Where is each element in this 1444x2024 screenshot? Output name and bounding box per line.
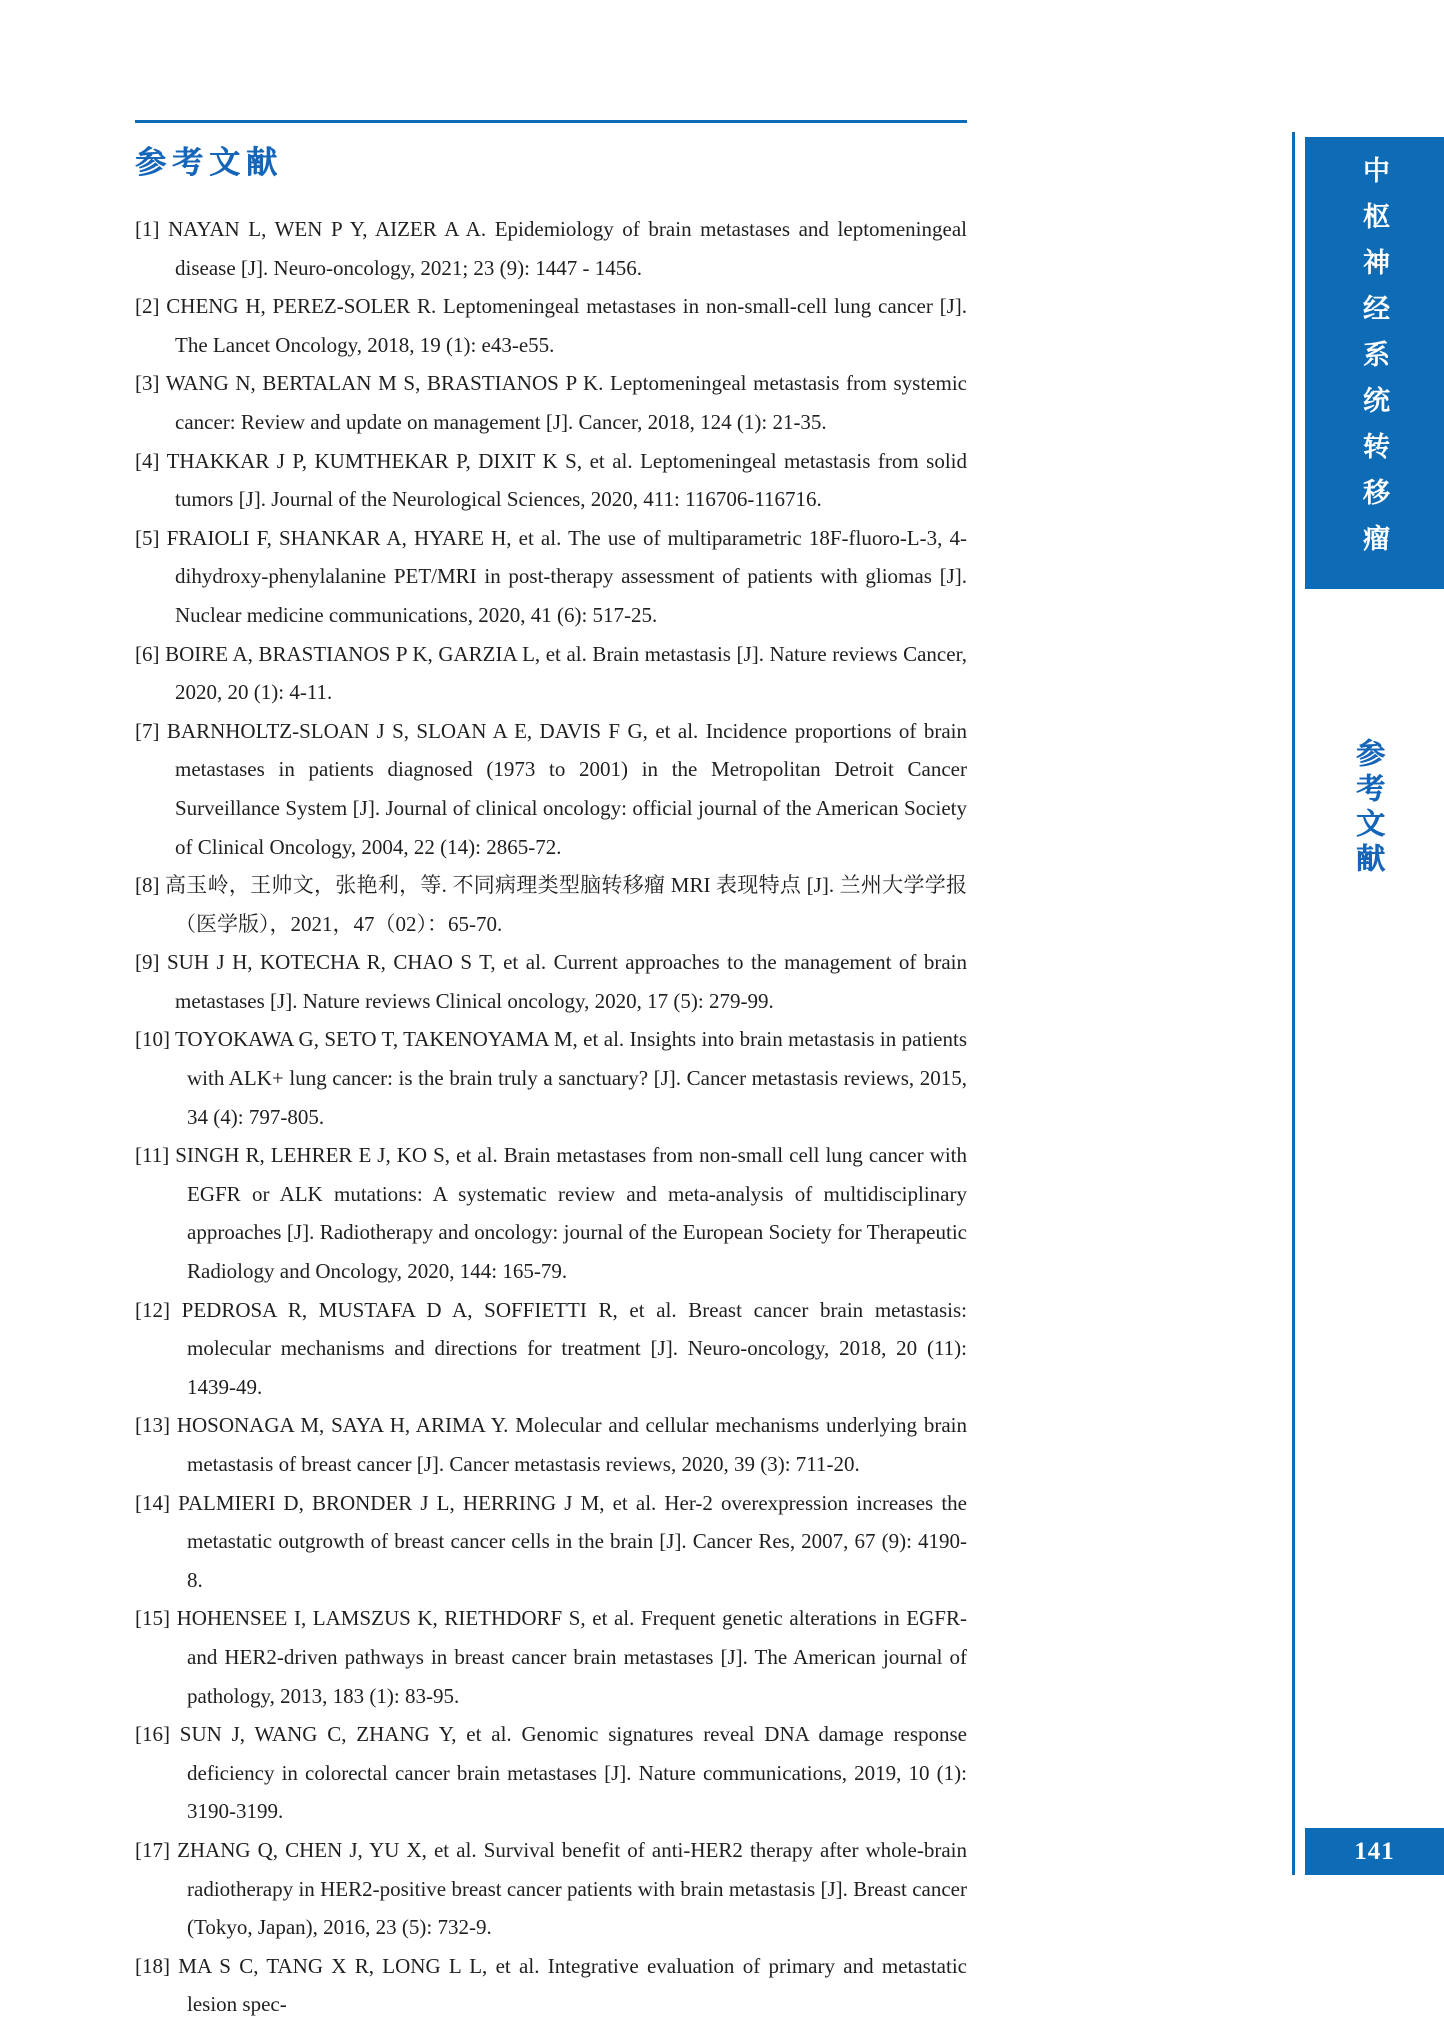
reference-text: HOHENSEE I, LAMSZUS K, RIETHDORF S, et al. Frequent genetic alterations in EGFR- and HER2-driven pathways in breast cancer brain metastases [J]. The American journal of pathology, 2013, 183 (1): 83-95. [176,1606,967,1708]
reference-number: [4] [135,448,167,473]
reference-text: ZHANG Q, CHEN J, YU X, et al. Survival benefit of anti-HER2 therapy after whole-brain radiotherapy in HER2-positive breast cancer patients with brain metastasis [J]. Breast cancer (Tokyo, Japan), 2016, 23 (5): 732-9. [177,1837,967,1940]
reference-number: [3] [135,371,166,396]
reference-number: [12] [135,1297,182,1322]
reference-item [135,943,967,1020]
reference-text: FRAIOLI F, SHANKAR A, HYARE H, et al. The use of multiparametric 18F-fluoro-L-3, 4-dihydroxy-phenylalanine PET/MRI in post-therapy assessment of patients with gliomas [J]. Nuclear medicine communications, 2020, 41 (6): 517-25. [166,525,967,627]
reference-item [135,442,967,519]
reference-text: HOSONAGA M, SAYA H, ARIMA Y. Molecular and cellular mechanisms underlying brain metastasis of breast cancer [J]. Cancer metastasis reviews, 2020, 39 (3): 711-20. [176,1413,967,1476]
reference-number: [6] [135,641,166,666]
reference-number: [1] [135,217,169,241]
reference-item [135,519,967,635]
reference-number: [13] [135,1413,177,1438]
reference-number: [16] [135,1722,180,1747]
reference-text: CHENG H, PEREZ-SOLER R. Leptomeningeal metastases in non-small-cell lung cancer [J]. The Lancet Oncology, 2018, 19 (1): e43-e55. [166,294,967,357]
reference-item [135,866,967,943]
reference-item [135,1947,967,2024]
reference-number: [5] [135,525,167,550]
reference-number: [9] [135,950,167,975]
reference-text: BOIRE A, BRASTIANOS P K, GARZIA L, et al. Brain metastasis [J]. Nature reviews Cancer, 2020, 20 (1): 4-11. [165,641,967,705]
reference-item [135,1291,967,1407]
reference-number: [11] [135,1143,176,1168]
reference-number: [8] [135,873,166,898]
chapter-title: 中枢神经系统转移瘤 [1359,156,1389,570]
reference-number: [10] [135,1027,176,1052]
reference-item [135,1599,967,1715]
reference-item [135,1136,967,1290]
sidebar-divider [1292,132,1295,1875]
reference-text: SINGH R, LEHRER E J, KO S, et al. Brain metastases from non-small cell lung cancer with EGFR or ALK mutations: A systematic review and meta-analysis of multidisciplinary approaches [J]. Radiotherapy and oncology: journal of the European Society for Therapeutic Radiology and Oncology, 2020, 144: 165-79. [175,1143,967,1284]
reference-number: [17] [135,1837,178,1862]
reference-text: SUH J H, KOTECHA R, CHAO S T, et al. Current approaches to the management of brain metastases [J]. Nature reviews Clinical oncology, 2020, 17 (5): 279-99. [166,950,967,1013]
reference-text: NAYAN L, WEN P Y, AIZER A A. Epidemiology of brain metastases and leptomeningeal disease [J]. Neuro-oncology, 2021; 23 (9): 1447 - 1456. [168,217,967,280]
reference-text: 高玉岭，王帅文，张艳利，等. 不同病理类型脑转移瘤 MRI 表现特点 [J]. 兰州大学学报（医学版），2021，47（02）：65-70. [165,873,968,936]
chapter-title-box [1305,137,1444,589]
reference-number: [18] [135,1953,179,1978]
reference-text: MA S C, TANG X R, LONG L L, et al. Integrative evaluation of primary and metastatic lesion spec- [178,1953,967,2017]
reference-list [135,210,967,2024]
reference-item [135,364,967,441]
reference-item [135,712,967,866]
reference-text: BARNHOLTZ-SLOAN J S, SLOAN A E, DAVIS F G, et al. Incidence proportions of brain metastases in patients diagnosed (1973 to 2001) in the Metropolitan Detroit Cancer Surveillance System [J]. Journal of clinical oncology: official journal of the American Society of Clinical Oncology, 2004, 22 (14): 2865-72. [166,718,967,859]
reference-number: [7] [135,718,167,743]
header-rule [135,120,967,123]
reference-item [135,287,967,364]
page-number-badge [1305,1828,1444,1875]
reference-text: TOYOKAWA G, SETO T, TAKENOYAMA M, et al. Insights into brain metastasis in patients with ALK+ lung cancer: is the brain truly a sanctuary? [J]. Cancer metastasis reviews, 2015, 34 (4): 797-805. [175,1027,967,1129]
reference-number: [14] [135,1490,179,1515]
reference-item [135,1020,967,1136]
reference-text: WANG N, BERTALAN M S, BRASTIANOS P K. Leptomeningeal metastasis from systemic cancer: Review and update on management [J]. Cancer, 2018, 124 (1): 21-35. [165,371,968,434]
reference-number: [2] [135,294,167,319]
reference-text: PALMIERI D, BRONDER J L, HERRING J M, et al. Her-2 overexpression increases the metastatic outgrowth of breast cancer cells in the brain [J]. Cancer Res, 2007, 67 (9): 4190-8. [178,1490,967,1592]
reference-item [135,635,967,712]
reference-item [135,1831,967,1947]
page-number: 141 [1354,1837,1395,1865]
reference-text: PEDROSA R, MUSTAFA D A, SOFFIETTI R, et al. Breast cancer brain metastasis: molecular mechanisms and directions for treatment [J]. Neuro-oncology, 2018, 20 (11): 1439-49. [181,1297,967,1399]
page-title: 参考文献 [135,145,283,180]
reference-item [135,1406,967,1483]
reference-item [135,1715,967,1831]
reference-text: SUN J, WANG C, ZHANG Y, et al. Genomic signatures reveal DNA damage response deficiency in colorectal cancer brain metastases [J]. Nature communications, 2019, 10 (1): 3190-3199. [179,1722,967,1824]
reference-item [135,1484,967,1600]
references-section [135,120,967,2024]
sidebar-section-title: 参考文献 [1352,738,1384,878]
reference-text: THAKKAR J P, KUMTHEKAR P, DIXIT K S, et al. Leptomeningeal metastasis from solid tumors [J]. Journal of the Neurological Sciences, 2020, 411: 116706-116716. [166,448,967,512]
reference-item [135,210,967,287]
reference-number: [15] [135,1606,177,1631]
